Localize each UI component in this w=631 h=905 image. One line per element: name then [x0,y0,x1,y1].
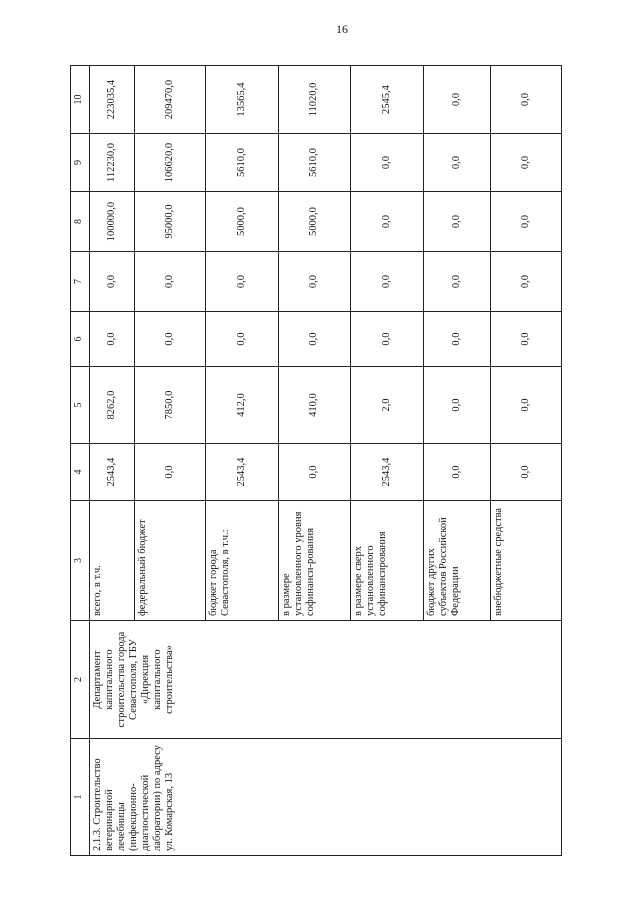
value-cell: 412,0 [206,367,279,444]
funding-source: внебюджетные средства [491,501,562,621]
funding-source: в размере сверх установленного софинансирования [351,501,424,621]
value-cell: 5610,0 [279,134,351,192]
funding-source: всего, в т.ч. [90,501,135,621]
value-cell: 95000,0 [135,192,206,252]
value-cell: 0,0 [351,312,424,367]
value-cell: 5000,0 [206,192,279,252]
value-cell: 11020,0 [279,66,351,134]
value-cell: 0,0 [424,134,491,192]
value-cell: 0,0 [206,252,279,312]
value-cell: 0,0 [351,192,424,252]
value-cell: 106620,0 [135,134,206,192]
column-number: 2 [71,621,90,739]
rotated-table-page [70,66,575,856]
value-cell: 0,0 [491,367,562,444]
value-cell: 100000,0 [90,192,135,252]
value-cell: 0,0 [491,252,562,312]
value-cell: 0,0 [135,312,206,367]
value-cell: 0,0 [90,312,135,367]
value-cell: 7850,0 [135,367,206,444]
value-cell: 5610,0 [206,134,279,192]
value-cell: 223035,4 [90,66,135,134]
value-cell: 0,0 [491,444,562,501]
value-cell: 2543,4 [90,444,135,501]
value-cell: 8262,0 [90,367,135,444]
value-cell: 0,0 [491,312,562,367]
column-number: 5 [71,367,90,444]
value-cell: 2545,4 [351,66,424,134]
value-cell: 209470,0 [135,66,206,134]
value-cell: 0,0 [491,134,562,192]
value-cell: 0,0 [206,312,279,367]
value-cell: 0,0 [135,252,206,312]
value-cell: 0,0 [491,66,562,134]
funding-source: в размере установленного уровня софинанси-рования [279,501,351,621]
table-row [90,66,135,856]
value-cell: 0,0 [279,444,351,501]
column-number-row [71,66,90,856]
value-cell: 410,0 [279,367,351,444]
value-cell: 0,0 [90,252,135,312]
value-cell: 13565,4 [206,66,279,134]
column-number: 6 [71,312,90,367]
value-cell: 0,0 [424,312,491,367]
executor-cell: Департамент капитального строительства города Севастополя, ГБУ «Дирекция капитального строительства» [90,621,562,739]
column-number: 7 [71,252,90,312]
column-number: 8 [71,192,90,252]
value-cell: 0,0 [279,252,351,312]
value-cell: 0,0 [351,134,424,192]
funding-table [70,65,562,856]
funding-source: бюджет города Севастополя, в т.ч.: [206,501,279,621]
value-cell: 5000,0 [279,192,351,252]
value-cell: 2543,4 [206,444,279,501]
value-cell: 2543,4 [351,444,424,501]
value-cell: 0,0 [279,312,351,367]
column-number: 10 [71,66,90,134]
item-title-cell: 2.1.3. Строительство ветеринарной лечебницы (инфекционно-диагностической лаборатории) по адресу ул. Комарская, 13 [90,739,562,856]
value-cell: 0,0 [424,252,491,312]
value-cell: 0,0 [424,367,491,444]
value-cell: 0,0 [424,66,491,134]
column-number: 3 [71,501,90,621]
value-cell: 112230,0 [90,134,135,192]
column-number: 4 [71,444,90,501]
value-cell: 0,0 [424,444,491,501]
column-number: 9 [71,134,90,192]
page-number: 16 [336,22,348,36]
funding-source: бюджет других субъектов Российской Федерации [424,501,491,621]
value-cell: 0,0 [491,192,562,252]
value-cell: 0,0 [351,252,424,312]
value-cell: 0,0 [424,192,491,252]
value-cell: 0,0 [135,444,206,501]
funding-source: федеральный бюджет [135,501,206,621]
column-number: 1 [71,739,90,856]
value-cell: 2,0 [351,367,424,444]
